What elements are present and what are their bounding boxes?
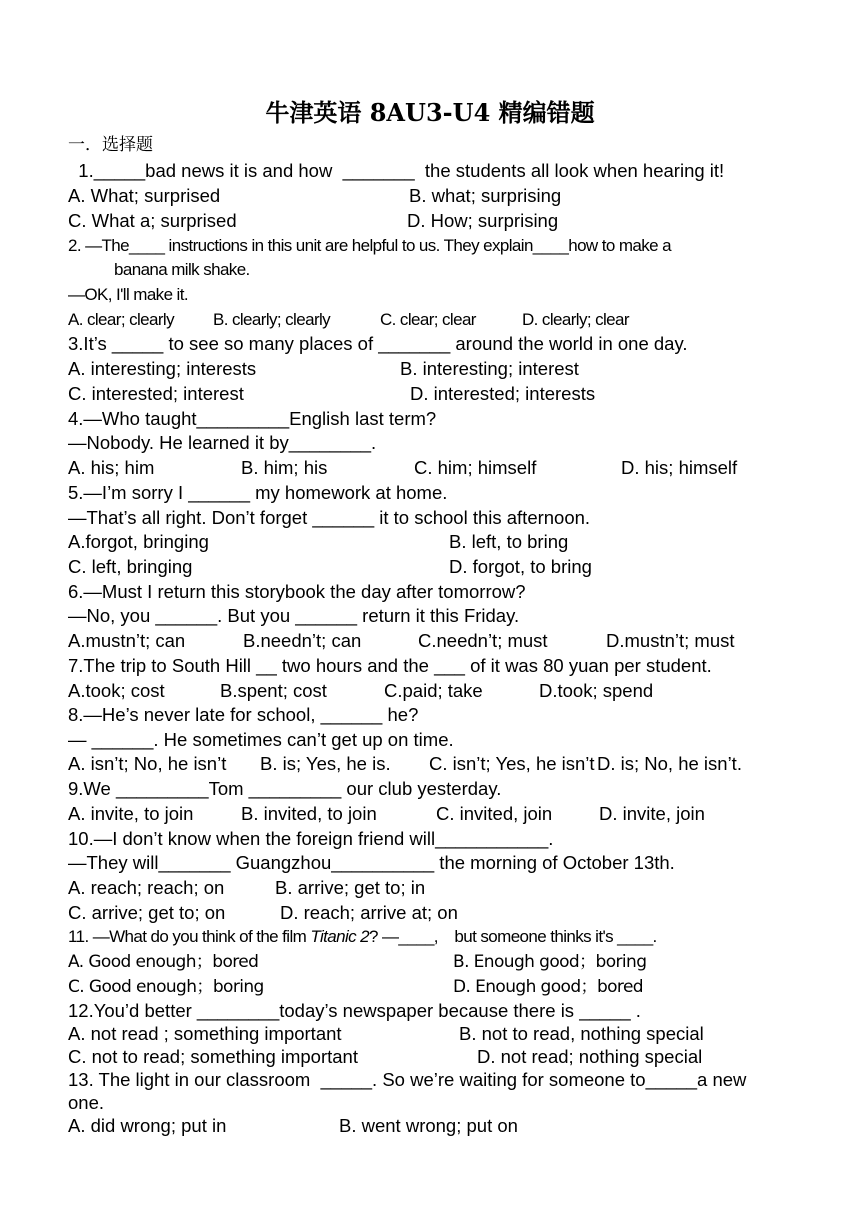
question-11-stem-pre: 11. —What do you think of the film xyxy=(68,927,311,946)
question-6-stem: 6.—Must I return this storybook the day after tomorrow? xyxy=(68,581,526,602)
question-8-option-b: B. is; Yes, he is. xyxy=(260,753,391,774)
question-9-option-b: B. invited, to join xyxy=(241,803,377,824)
question-13-option-a: A. did wrong; put in xyxy=(68,1115,227,1136)
question-10-reply: —They will_______ Guangzhou__________ the morning of October 13th. xyxy=(68,852,675,873)
question-11-option-c: C. Good enough；boring xyxy=(68,977,264,997)
question-5-reply: —That’s all right. Don’t forget ______ it to school this afternoon. xyxy=(68,507,591,528)
question-1-stem: 1._____bad news it is and how _______ the students all look when hearing it! xyxy=(68,160,725,181)
question-5-option-d: D. forgot, to bring xyxy=(449,556,592,577)
question-10-option-a: A. reach; reach; on xyxy=(68,877,225,898)
question-3-option-a: A. interesting; interests xyxy=(68,358,257,379)
question-3-option-c: C. interested; interest xyxy=(68,383,244,404)
question-8-option-c: C. isn’t; Yes, he isn’t xyxy=(429,753,595,774)
question-2-option-c: C. clear; clear xyxy=(380,310,476,329)
question-4-option-c: C. him; himself xyxy=(414,457,537,478)
question-10-stem: 10.—I don’t know when the foreign friend will___________. xyxy=(68,828,554,849)
question-12-option-c: C. not to read; something important xyxy=(68,1046,358,1067)
question-12-stem: 12.You’d better ________today’s newspaper because there is _____ . xyxy=(68,1000,641,1021)
question-1-option-b: B. what; surprising xyxy=(409,185,562,206)
question-7-option-c: C.paid; take xyxy=(384,680,483,701)
question-7-option-a: A.took; cost xyxy=(68,680,165,701)
question-7-stem: 7.The trip to South Hill __ two hours and the ___ of it was 80 yuan per student. xyxy=(68,655,712,676)
question-9-option-d: D. invite, join xyxy=(599,803,705,824)
question-6-option-a: A.mustn’t; can xyxy=(68,630,186,651)
question-2-stem: 2. —The____ instructions in this unit are helpful to us. They explain____how to make a xyxy=(68,236,671,255)
question-11-option-d: D. Enough good；bored xyxy=(453,977,643,997)
question-11-film-title: Titanic 2 xyxy=(310,927,370,946)
question-11-option-b: B. Enough good；boring xyxy=(453,952,647,972)
question-8-option-d: D. is; No, he isn’t. xyxy=(597,753,742,774)
question-10-option-c: C. arrive; get to; on xyxy=(68,902,226,923)
question-5-stem: 5.—I’m sorry I ______ my homework at home. xyxy=(68,482,448,503)
question-6-option-b: B.needn’t; can xyxy=(243,630,362,651)
question-6-option-d: D.mustn’t; must xyxy=(606,630,735,651)
question-8-option-a: A. isn’t; No, he isn’t xyxy=(68,753,227,774)
page-title: 牛津英语 8AU3-U4 精编错题 xyxy=(265,98,595,127)
question-2-stem-cont: banana milk shake. xyxy=(114,260,250,279)
question-8-stem: 8.—He’s never late for school, ______ he? xyxy=(68,704,419,725)
question-5-option-b: B. left, to bring xyxy=(449,531,569,552)
question-4-stem: 4.—Who taught_________English last term? xyxy=(68,408,437,429)
question-13-stem-cont: one. xyxy=(68,1092,105,1113)
question-4-reply: —Nobody. He learned it by________. xyxy=(68,432,377,453)
question-12-option-b: B. not to read, nothing special xyxy=(459,1023,704,1044)
question-13-option-b: B. went wrong; put on xyxy=(339,1115,518,1136)
question-2-option-b: B. clearly; clearly xyxy=(213,310,331,329)
question-2-option-a: A. clear; clearly xyxy=(68,310,175,329)
question-5-option-a: A.forgot, bringing xyxy=(68,531,209,552)
question-5-option-c: C. left, bringing xyxy=(68,556,193,577)
question-9-option-c: C. invited, join xyxy=(436,803,553,824)
question-11-stem xyxy=(68,925,657,949)
question-9-option-a: A. invite, to join xyxy=(68,803,194,824)
question-10-option-b: B. arrive; get to; in xyxy=(275,877,426,898)
section-heading: 一．选择题 xyxy=(68,135,153,155)
question-8-reply: — ______. He sometimes can’t get up on time. xyxy=(68,729,454,750)
question-12-option-a: A. not read ; something important xyxy=(68,1023,342,1044)
question-4-option-d: D. his; himself xyxy=(621,457,738,478)
question-11-option-a: A. Good enough；bored xyxy=(68,952,259,972)
question-1-option-c: C. What a; surprised xyxy=(68,210,237,231)
question-2-reply: —OK, I'll make it. xyxy=(68,285,188,304)
question-1-option-d: D. How; surprising xyxy=(407,210,559,231)
question-3-option-b: B. interesting; interest xyxy=(400,358,579,379)
question-4-option-a: A. his; him xyxy=(68,457,155,478)
question-11-stem-post: ? —____, but someone thinks it's ____. xyxy=(369,927,657,946)
question-13-stem: 13. The light in our classroom _____. So we’re waiting for someone to_____a new xyxy=(68,1069,747,1090)
question-3-stem: 3.It’s _____ to see so many places of _______ around the world in one day. xyxy=(68,333,688,354)
question-3-option-d: D. interested; interests xyxy=(410,383,596,404)
question-2-option-d: D. clearly; clear xyxy=(522,310,629,329)
question-10-option-d: D. reach; arrive at; on xyxy=(280,902,458,923)
question-7-option-b: B.spent; cost xyxy=(220,680,327,701)
question-12-option-d: D. not read; nothing special xyxy=(477,1046,703,1067)
question-7-option-d: D.took; spend xyxy=(539,680,654,701)
question-4-option-b: B. him; his xyxy=(241,457,328,478)
question-9-stem: 9.We _________Tom _________ our club yesterday. xyxy=(68,778,502,799)
question-1-option-a: A. What; surprised xyxy=(68,185,221,206)
question-6-option-c: C.needn’t; must xyxy=(418,630,548,651)
question-6-reply: —No, you ______. But you ______ return it this Friday. xyxy=(68,605,520,626)
